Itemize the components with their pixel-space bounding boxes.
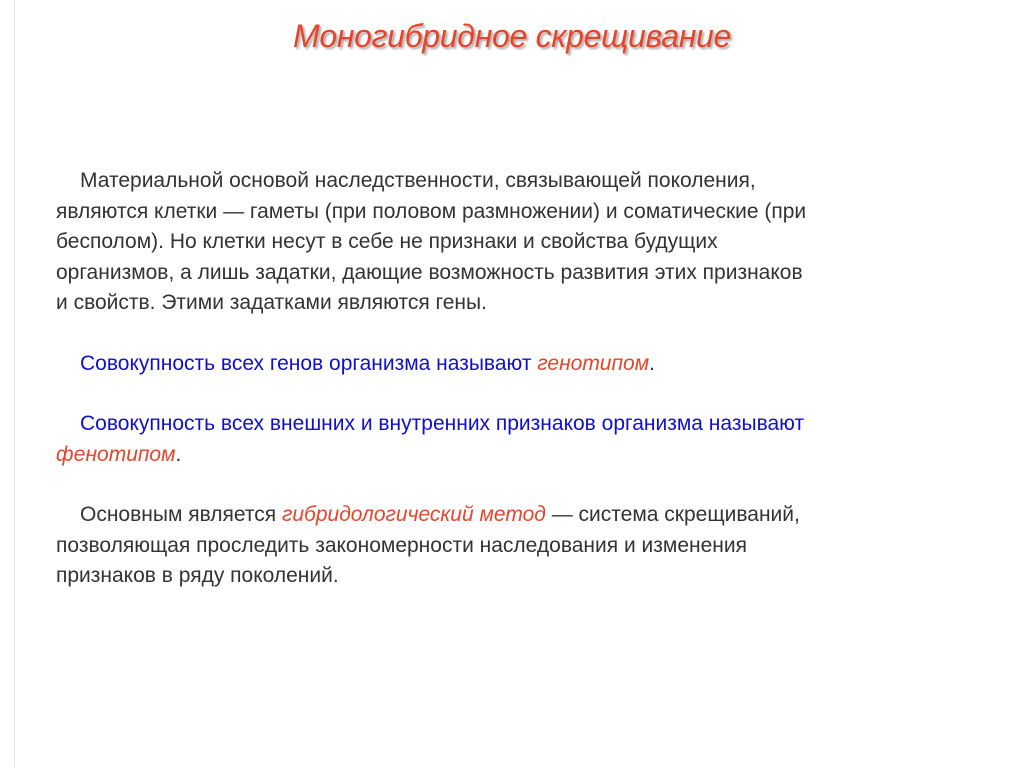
text-line: позволяющая проследить закономерности наследования и изменения (56, 533, 747, 557)
text-start: Основным является (80, 503, 282, 526)
text-line: организмов, а лишь задатки, дающие возможность развития этих признаков (56, 260, 803, 284)
definition-text: Совокупность всех внешних и внутренних признаков организма называют (80, 412, 805, 435)
term-genotype: генотипом (537, 351, 650, 375)
term-phenotype: фенотипом (56, 442, 176, 466)
text-rest: — система скрещиваний, (545, 503, 800, 526)
paragraph-hybridological-method (56, 500, 976, 592)
text-line: Материальной основой наследственности, связывающей поколения, (80, 169, 756, 192)
paragraph-heredity-basis (56, 166, 976, 319)
text-line: признаков в ряду поколений. (56, 564, 339, 587)
period: . (175, 442, 182, 466)
text-line: являются клетки — гаметы (при половом размножении) и соматические (при (56, 199, 807, 223)
text-line: и свойств. Этими задатками являются гены. (56, 291, 487, 314)
definition-text: Совокупность всех генов организма называют (80, 351, 538, 375)
paragraph-genotype-definition (56, 349, 976, 380)
slide-border-line (14, 0, 15, 767)
period: . (649, 351, 655, 375)
slide-title: Моногибридное скрещивание (292, 18, 732, 54)
paragraph-phenotype-definition (56, 409, 976, 470)
slide-body (56, 166, 976, 592)
text-line: бесполом). Но клетки несут в себе не признаки и свойства будущих (56, 230, 718, 253)
term-hybridological-method: гибридологический метод (281, 503, 546, 526)
